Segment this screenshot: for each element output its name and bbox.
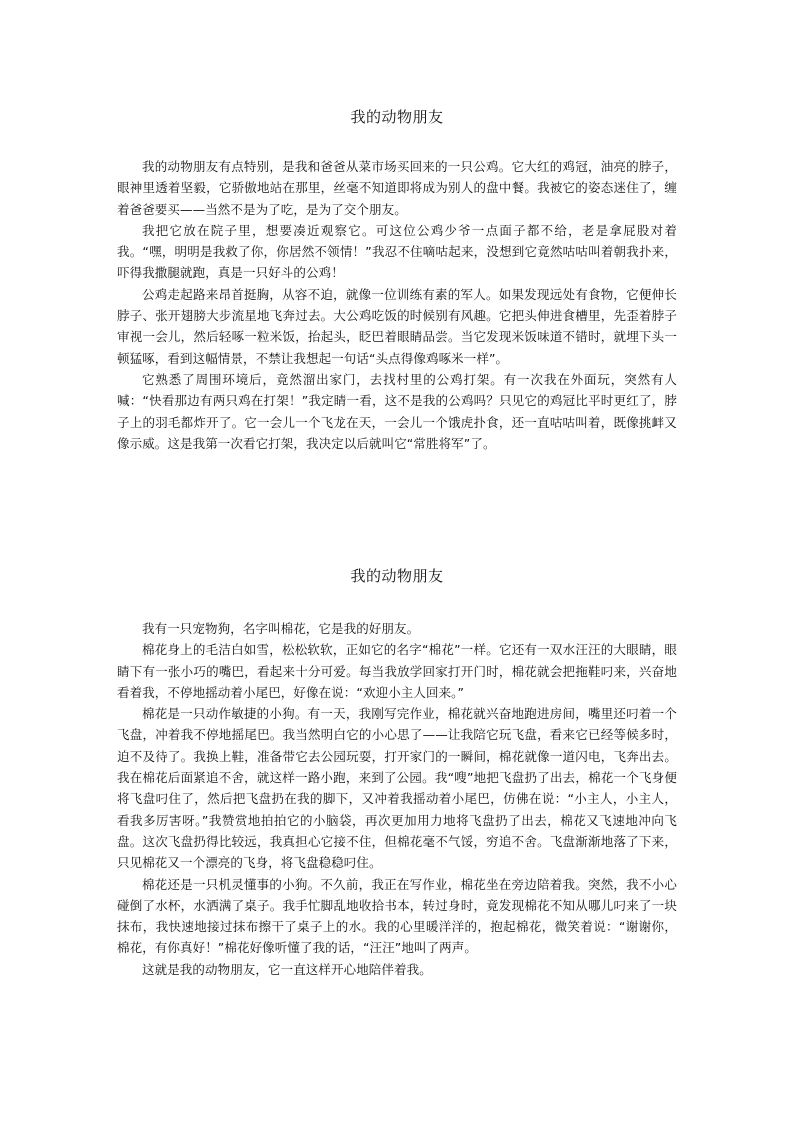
essay-title: 我的动物朋友: [350, 108, 444, 126]
paragraph: 棉花是一只动作敏捷的小狗。有一天，我刚写完作业，棉花就兴奋地跑进房间，嘴里还叼着一个飞盘，冲着我不停地摇尾巴。我当然明白它的小心思了——让我陪它玩飞盘，看来它已经等候多时，迫不及待了。我换上鞋，准备带它去公园玩耍，打开家门的一瞬间，棉花就像一道闪电，飞奔出去。我在棉花后面紧追不舍，就这样一路小跑，来到了公园。我“嗖”地把飞盘扔了出去，棉花一个飞身便将飞盘叼住了，然后把飞盘扔在我的脚下，又冲着我摇动着小尾巴，仿佛在说：“小主人，小主人，看我多厉害呀。”我赞赏地拍拍它的小脑袋，再次更加用力地将飞盘扔了出去，棉花又飞速地冲向飞盘。这次飞盘扔得比较远，我真担心它接不住，但棉花毫不气馁，穷追不舍。飞盘渐渐地落了下来，只见棉花又一个漂亮的飞身，将飞盘稳稳叼住。: [117, 706, 677, 871]
paragraph: 棉花还是一只机灵懂事的小狗。不久前，我正在写作业，棉花坐在旁边陪着我。突然，我不小心碰倒了水杯，水洒满了桌子。我手忙脚乱地收拾书本，转过身时，竟发现棉花不知从哪儿叼来了一块抹布，我快速地接过抹布擦干了桌子上的水。我的心里暖洋洋的，抱起棉花，微笑着说：“谢谢你，棉花，有你真好！”棉花好像听懂了我的话，“汪汪”地叫了两声。: [117, 876, 677, 956]
paragraph: 我的动物朋友有点特别，是我和爸爸从菜市场买回来的一只公鸡。它大红的鸡冠，油亮的脖子，眼神里透着坚毅，它骄傲地站在那里，丝毫不知道即将成为别人的盘中餐。我被它的姿态迷住了，缠着爸爸要买——当然不是为了吃，是为了交个朋友。: [117, 159, 677, 217]
paragraph: 我有一只宠物狗，名字叫棉花，它是我的好朋友。: [142, 621, 420, 636]
paragraph: 它熟悉了周围环境后，竟然溜出家门，去找村里的公鸡打架。有一次我在外面玩，突然有人喊：“快看那边有两只鸡在打架！”我定睛一看，这不是我的公鸡吗？只见它的鸡冠比平时更红了，脖子上的羽毛都炸开了。它一会儿一个飞龙在天，一会儿一个饿虎扑食，还一直咕咕叫着，既像挑衅又像示威。这是我第一次看它打架，我决定以后就叫它“常胜将军”了。: [117, 371, 677, 451]
essay-1: [117, 106, 677, 454]
essay-2: [117, 565, 677, 980]
paragraph: 我把它放在院子里，想要凑近观察它。可这位公鸡少爷一点面子都不给，老是拿屁股对着我。“嘿，明明是我救了你，你居然不领情！”我忍不住嘀咕起来，没想到它竟然咕咕叫着朝我扑来，吓得我撒腿就跑，真是一只好斗的公鸡！: [117, 222, 677, 281]
paragraph: 公鸡走起路来昂首挺胸，从容不迫，就像一位训练有素的军人。如果发现远处有食物，它便伸长脖子、张开翅膀大步流星地飞奔过去。大公鸡吃饭的时候别有风趣。它把头伸进食槽里，先歪着脖子审视一会儿，然后轻啄一粒米饭，抬起头，眨巴着眼睛品尝。当它发现米饭味道不错时，就埋下头一顿猛啄，看到这幅情景，不禁让我想起一句话“头点得像鸡啄米一样”。: [117, 286, 677, 366]
essay-title: 我的动物朋友: [350, 567, 444, 585]
paragraph: 这就是我的动物朋友，它一直这样开心地陪伴着我。: [142, 961, 432, 977]
paragraph: 棉花身上的毛洁白如雪，松松软软，正如它的名字“棉花”一样。它还有一双水汪汪的大眼睛，眼睛下有一张小巧的嘴巴，看起来十分可爱。每当我放学回家打开门时，棉花就会把拖鞋叼来，兴奋地看着我，不停地摇动着小尾巴，好像在说：“欢迎小主人回来。”: [117, 642, 677, 700]
